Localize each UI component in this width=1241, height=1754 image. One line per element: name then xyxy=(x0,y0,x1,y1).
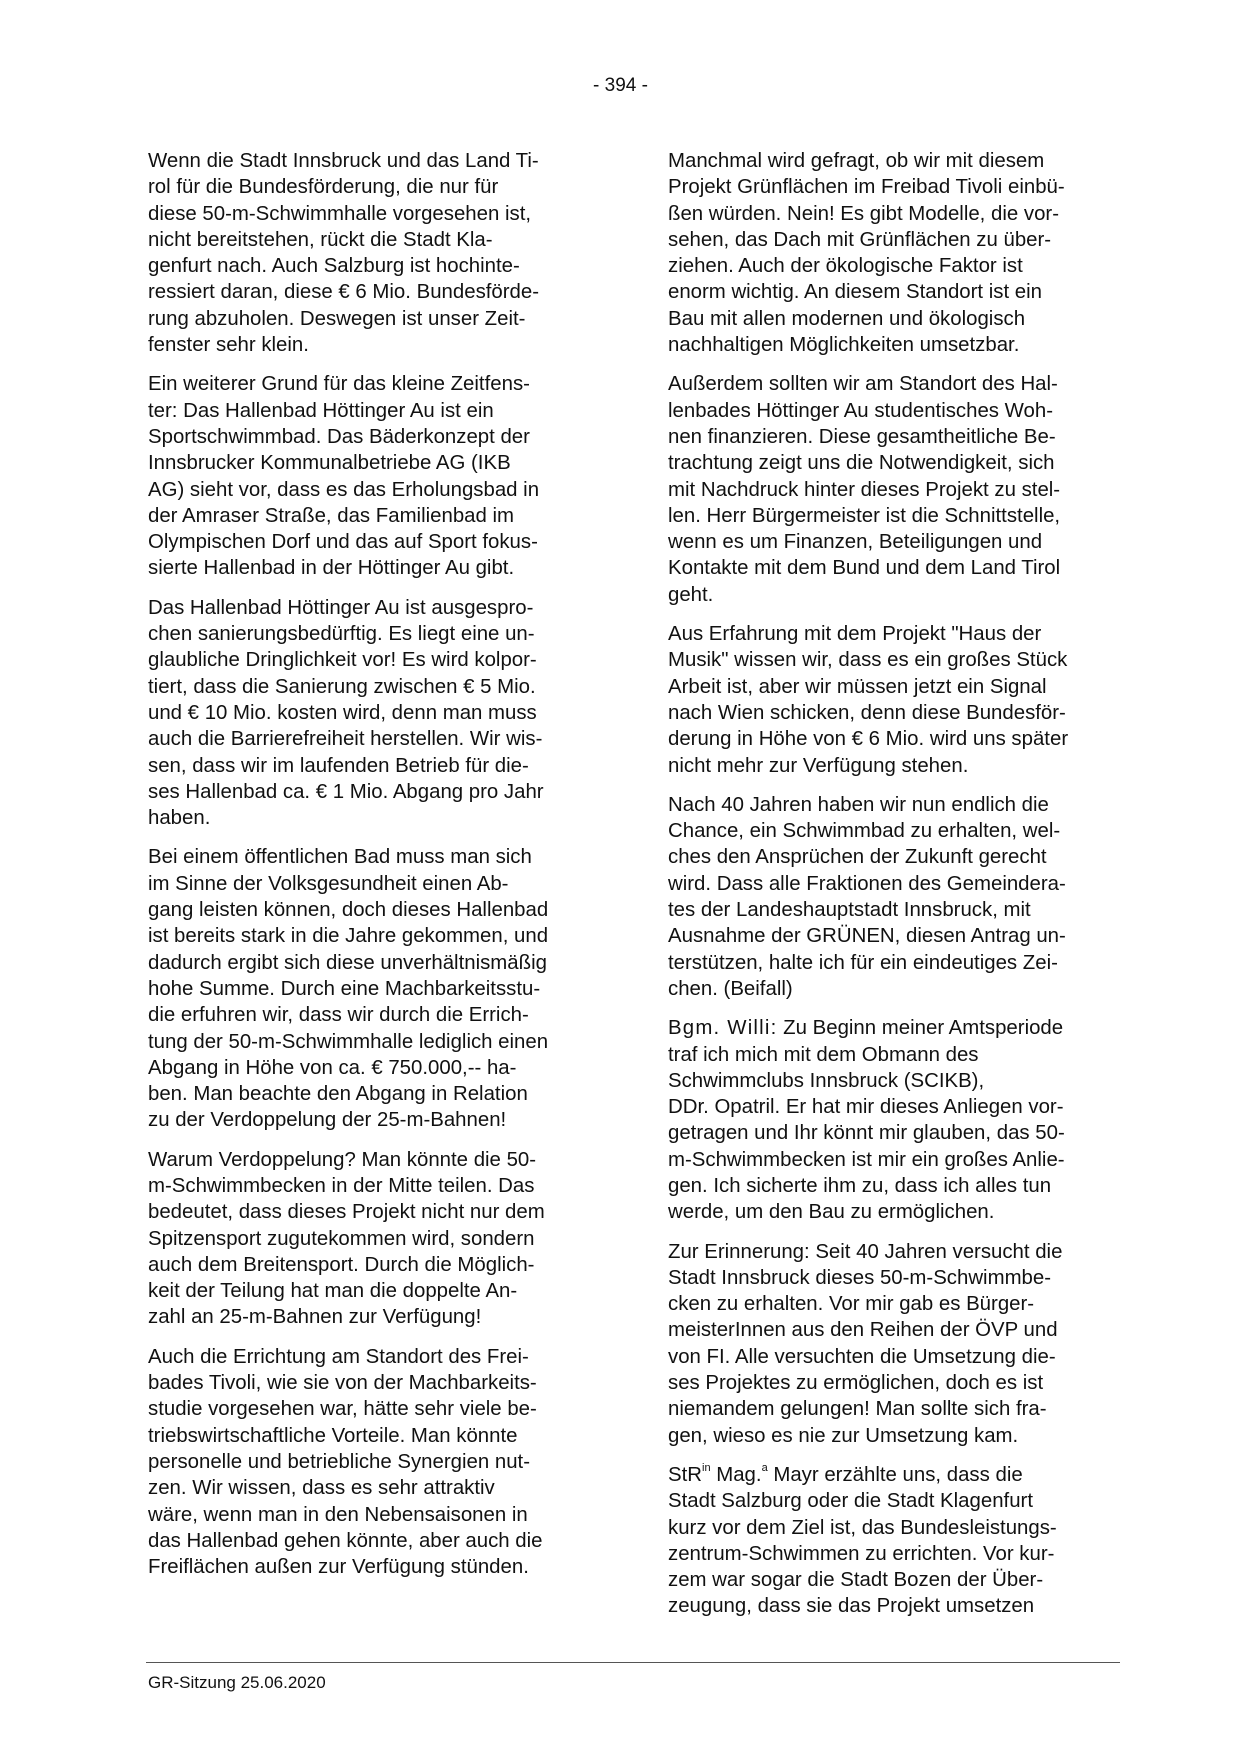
paragraph: Nach 40 Jahren haben wir nun endlich die Chance, ein Schwimmbad zu erhalten, wel- ches den Ansprüchen der Zukunft gerecht wird. Dass alle Fraktionen des Gemeindera- tes der Landeshauptstadt Innsbruck, mit Ausnahme der GRÜNEN, diesen Antrag un- terstützen, halte ich für ein eindeutiges Zei- chen. (Beifall) xyxy=(668,793,1066,1000)
paragraph xyxy=(668,1462,1120,1620)
paragraph: Das Hallenbad Höttinger Au ist ausgespro- chen sanierungsbedürftig. Es liegt eine un- glaubliche Dringlichkeit vor! Es wird kolpor- tiert, dass die Sanierung zwischen € 5 Mio. und € 10 Mio. kosten wird, denn man muss auch die Barrierefreiheit herstellen. Wir wis- sen, dass wir im laufenden Betrieb für die- ses Hallenbad ca. € 1 Mio. Abgang pro Jahr haben. xyxy=(148,596,544,830)
paragraph: Aus Erfahrung mit dem Projekt "Haus der Musik" wissen wir, dass es ein großes Stück Arbeit ist, aber wir müssen jetzt ein Signal nach Wien schicken, denn diese Bundesför- derung in Höhe von € 6 Mio. wird uns später nicht mehr zur Verfügung stehen. xyxy=(668,623,1069,777)
paragraph: Manchmal wird gefragt, ob wir mit diesem Projekt Grünflächen im Freibad Tivoli einbü- ßen würden. Nein! Es gibt Modelle, die vor- sehen, das Dach mit Grünflächen zu über- ziehen. Auch der ökologische Faktor ist enorm wichtig. An diesem Standort ist ein Bau mit allen modernen und ökologisch nachhaltigen Möglichkeiten umsetzbar. xyxy=(668,150,1065,357)
paragraph: Ein weiterer Grund für das kleine Zeitfens- ter: Das Hallenbad Höttinger Au ist ein Sportschwimmbad. Das Bäderkonzept der Innsbrucker Kommunalbetriebe AG (IKB AG) sieht vor, dass es das Erholungsbad in der Amraser Straße, das Familienbad im Olympischen Dorf und das auf Sport fokus- sierte Hallenbad in der Höttinger Au gibt. xyxy=(148,373,540,580)
title-str: StR xyxy=(668,1463,702,1486)
footer-divider xyxy=(146,1662,1120,1663)
footer-session-date: GR-Sitzung 25.06.2020 xyxy=(148,1673,326,1692)
paragraph: Bei einem öffentlichen Bad muss man sich im Sinne der Volksgesundheit einen Ab- gang leisten können, doch dieses Hallenbad ist bereits stark in die Jahre gekommen, und dadurch ergibt sich diese unverhältnismäßig hohe Summe. Durch eine Machbarkeitsstu- die erfuhren wir, dass wir durch die Errich- tung der 50-m-Schwimmhalle lediglich einen Abgang in Höhe von ca. € 750.000,-- ha- ben. Man beachte den Abgang in Relation zu der Verdoppelung der 25-m-Bahnen! xyxy=(148,846,549,1132)
paragraph: Warum Verdoppelung? Man könnte die 50- m-Schwimmbecken in der Mitte teilen. Das bedeutet, dass dieses Projekt nicht nur dem Spitzensport zugutekommen wird, sondern auch dem Breitensport. Durch die Möglich- keit der Teilung hat man die doppelte An- zahl an 25-m-Bahnen zur Verfügung! xyxy=(148,1148,545,1329)
speaker-text: Zu Beginn meiner Amtsperiode traf ich mich mit dem Obmann des Schwimmclubs Innsbruck (SCIKB), DDr. Opatril. Er hat mir dieses Anliegen vor- getragen und Ihr könnt mir glauben, das 50- m-Schwimmbecken ist mir ein großes Anlie- gen. Ich sicherte ihm zu, dass ich alles tun werde, um den Bau zu ermöglichen. xyxy=(668,1017,1065,1224)
paragraph: Zur Erinnerung: Seit 40 Jahren versucht die Stadt Innsbruck dieses 50-m-Schwimmbe- cken zu erhalten. Vor mir gab es Bürger- meisterInnen aus den Reihen der ÖVP und von FI. Alle versuchten die Umsetzung die- ses Projektes zu ermöglichen, doch es ist niemandem gelungen! Man sollte sich fra- gen, wieso es nie zur Umsetzung kam. xyxy=(668,1240,1063,1447)
speaker-paragraph xyxy=(668,1015,1120,1225)
left-column xyxy=(148,148,590,1593)
paragraph-text: Mayr erzählte uns, dass die Stadt Salzburg oder die Stadt Klagenfurt kurz vor dem Ziel ist, das Bundesleistungs- zentrum-Schwimmen zu errichten. Vor kur- zem war sogar die Stadt Bozen der Über- zeugung, dass sie das Projekt umsetzen xyxy=(668,1463,1057,1618)
paragraph: Wenn die Stadt Innsbruck und das Land Ti- rol für die Bundesförderung, die nur für diese 50-m-Schwimmhalle vorgesehen ist, nicht bereitstehen, rückt die Stadt Kla- genfurt nach. Auch Salzburg ist hochinte- ressiert daran, diese € 6 Mio. Bundesförde- rung abzuholen. Deswegen ist unser Zeit- fenster sehr klein. xyxy=(148,150,540,357)
right-column xyxy=(668,148,1120,1633)
speaker-name: Bgm. Willi: xyxy=(668,1017,778,1040)
paragraph: Auch die Errichtung am Standort des Frei- bades Tivoli, wie sie von der Machbarkeits- studie vorgesehen war, hätte sehr viele be- triebswirtschaftliche Vorteile. Man könnte personelle und betriebliche Synergien nut- zen. Wir wissen, dass es sehr attraktiv wäre, wenn man in den Nebensaisonen in das Hallenbad gehen könnte, aber auch die Freiflächen außen zur Verfügung stünden. xyxy=(148,1345,543,1579)
page-number: - 394 - xyxy=(593,75,648,96)
title-str-suffix: in xyxy=(702,1462,711,1475)
title-degree: Mag. xyxy=(710,1463,762,1486)
title-degree-suffix: a xyxy=(761,1462,768,1475)
paragraph: Außerdem sollten wir am Standort des Hal- lenbades Höttinger Au studentisches Woh- nen finanzieren. Diese gesamtheitliche Be- trachtung zeigt uns die Notwendigkeit, sich mit Nachdruck hinter dieses Projekt zu stel- len. Herr Bürgermeister ist die Schnittstelle, wenn es um Finanzen, Beteiligungen und Kontakte mit dem Bund und dem Land Tirol geht. xyxy=(668,373,1061,606)
